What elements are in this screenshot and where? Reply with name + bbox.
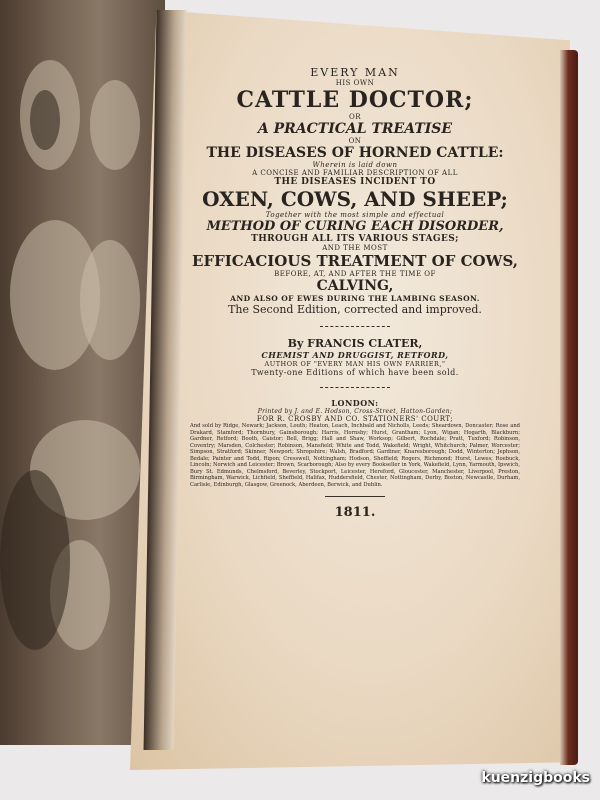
title-line: AND THE MOST xyxy=(322,244,388,252)
title-line: THROUGH ALL ITS VARIOUS STAGES; xyxy=(251,234,459,244)
watermark: kuenzigbooks xyxy=(481,770,590,786)
publication-year: 1811. xyxy=(334,505,376,520)
title-line: OXEN, COWS, AND SHEEP; xyxy=(202,187,508,211)
author-name: By FRANCIS CLATER, xyxy=(287,337,423,350)
title-page-text xyxy=(170,52,540,752)
author-other-work: AUTHOR OF "EVERY MAN HIS OWN FARRIER," xyxy=(264,360,446,368)
title-line: HIS OWN xyxy=(335,79,375,87)
title-line: AND ALSO OF EWES DURING THE LAMBING SEASON. xyxy=(230,294,480,303)
main-title: CATTLE DOCTOR; xyxy=(236,87,474,113)
author-profession: CHEMIST AND DRUGGIST, RETFORD, xyxy=(261,350,449,360)
title-line: A CONCISE AND FAMILIAR DESCRIPTION OF ALL xyxy=(252,169,458,177)
title-line: METHOD OF CURING EACH DISORDER, xyxy=(206,219,504,234)
imprint-printer: Printed by J. and E. Hodson, Cross-Street, Hatton-Garden; xyxy=(257,408,453,415)
edition-line: The Second Edition, corrected and improved. xyxy=(228,303,482,316)
imprint-place: LONDON: xyxy=(331,398,379,408)
dashed-rule xyxy=(320,326,390,327)
imprint-booksellers: And sold by Ridge, Newark; Jackson, Louth; Heaton, Leach, Inchbald and Nicholls, Leeds; Sheardown, Doncaster; Rose and Drakard, Stamford; Thornbury, Gainsborough; Harris, Hornsby; Hurst, Grantham; Lyon, Wigan; Hogarth, Blackburn; Gardner, Retford; Booth, Caistor; Bell, Brigg; Hall and Shaw, Worksop; Gilbert, Rochdale; Pratt, Tuxford; Robinson, Coventry; Marsden, Colchester; Robinson, Mansfield; White and Todd, Wakefield; Wright, Whitchurch; Palmer, Worcester; Simpson, Stratford; Skinner, Newport; Shropshire; Walsh, Bradford; Gardiner, Knaresborough; Dodd, Winterton; Jephson, Bedale; Painter and Todd, Ripon; Cresswell, Nottingham; Hodson, Sheffield; Rogers, Richmond; Hurst, Lewes; Roebuck, Lincoln; Norwich and Leicester; Brown, Scarborough; Also by every Bookseller in York, Wakefield, Lynn, Yarmouth, Ipswich, Bury St. Edmunds, Chelmsford, Beverley, Stockport, Leicester, Hereford, Gloucester, Manchester, Liverpool, Preston, Birmingham, Warwick, Lichfield, Sheffield, Halifax, Huddersfield, Chester, Nottingham, Derby, Boston, Newcastle, Durham, Carlisle, Edinburgh, Glasgow, Greenock, Aberdeen, Berwick, and Dublin. xyxy=(190,423,520,488)
title-line: ON xyxy=(348,137,362,145)
title-line: EFFICACIOUS TREATMENT OF COWS, xyxy=(192,252,518,270)
subtitle: A PRACTICAL TREATISE xyxy=(257,121,453,137)
imprint-publisher: FOR R. CROSBY AND CO. STATIONERS' COURT; xyxy=(256,415,454,423)
title-line: EVERY MAN xyxy=(310,66,400,79)
title-line: CALVING, xyxy=(316,278,394,294)
title-line: THE DISEASES INCIDENT TO xyxy=(274,177,436,187)
title-line: OR xyxy=(348,113,361,121)
book-cover-edge xyxy=(560,50,578,765)
title-line: Wherein is laid down xyxy=(312,161,398,169)
title-line: Together with the most simple and effectual xyxy=(265,211,445,219)
author-editions: Twenty-one Editions of which have been sold. xyxy=(251,368,459,377)
rule xyxy=(325,496,385,497)
title-line: THE DISEASES OF HORNED CATTLE: xyxy=(206,145,504,161)
dashed-rule xyxy=(320,387,390,388)
title-line: BEFORE, AT, AND AFTER THE TIME OF xyxy=(274,270,436,278)
